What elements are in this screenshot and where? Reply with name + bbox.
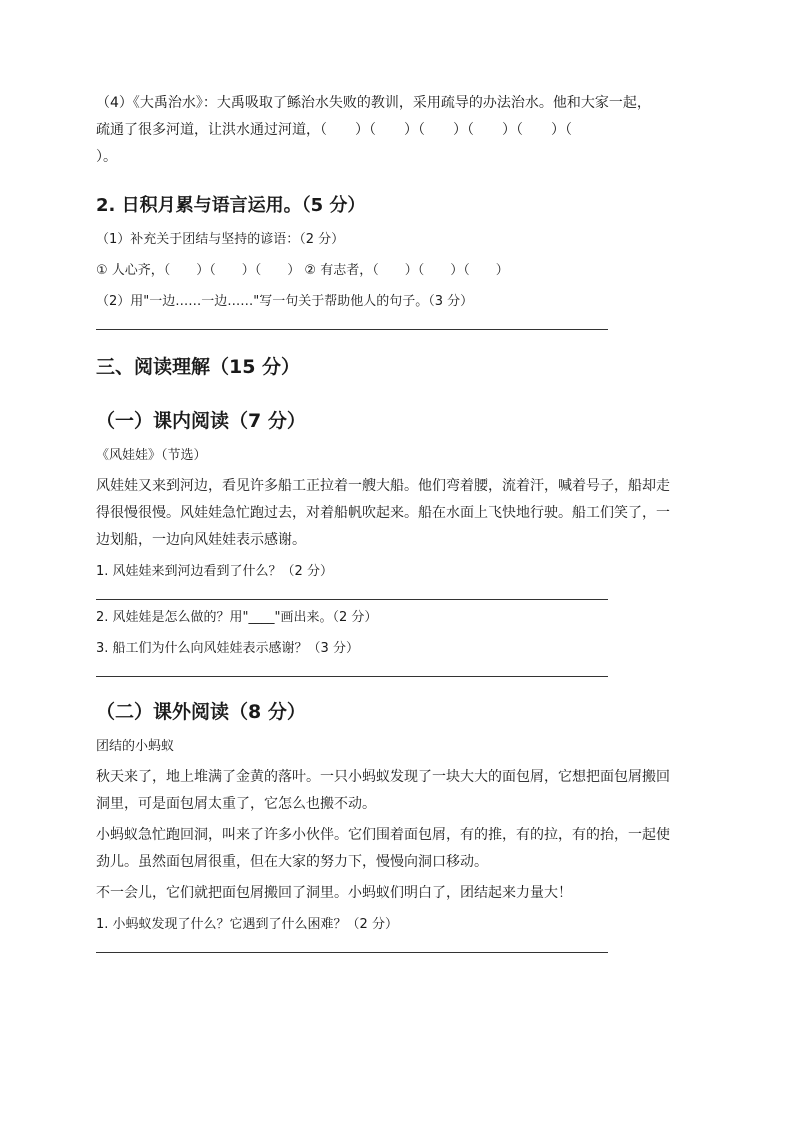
question-2-1-blanks: ① 人心齐，（ ）（ ）（ ） ② 有志者，（ ）（ ）（ ） [96,263,509,278]
passage-line: 边划船，一边向风娃娃表示感谢。 [96,532,306,548]
passage-line: 得很慢很慢。风娃娃急忙跑过去，对着船帆吹起来。船在水面上飞快地行驶。船工们笑了，一 [96,505,670,521]
passage-source: 《风娃娃》（节选） [96,448,207,463]
passage-line: 风娃娃又来到河边，看见许多船工正拉着一艘大船。他们弯着腰，流着汗，喊着号子，船却走 [96,478,670,494]
item4-line2: 疏通了很多河道，让洪水通过河道，（ ）（ ）（ ）（ ）（ ）（ [96,122,572,138]
story-line: 小蚂蚁急忙跑回洞，叫来了许多小伙伴。它们围着面包屑，有的推，有的拉，有的抬，一起使 [96,827,670,843]
item4-line3: ）。 [96,149,117,165]
answer-line[interactable] [96,952,608,953]
story-paragraph-1 [96,764,708,818]
story-paragraph-2 [96,822,708,876]
subsection-2-heading: （二）课外阅读（8 分） [96,701,306,723]
question-2-1: （1）补充关于团结与坚持的谚语：（2 分） [96,232,345,247]
question-2-heading: 2. 日积月累与语言运用。（5 分） [96,195,366,216]
section-3-heading: 三、阅读理解（15 分） [96,356,301,378]
answer-line[interactable] [96,676,608,677]
passage-1 [96,473,708,554]
answer-line[interactable] [96,329,608,330]
reading-1-question-3: 3. 船工们为什么向风娃娃表示感谢？（3 分） [96,641,359,656]
reading-2-question-1: 1. 小蚂蚁发现了什么？它遇到了什么困难？（2 分） [96,917,398,932]
story-line: 秋天来了，地上堆满了金黄的落叶。一只小蚂蚁发现了一块大大的面包屑，它想把面包屑搬回 [96,769,670,785]
question-2-2: （2）用"一边……一边……"写一句关于帮助他人的句子。（3 分） [96,294,474,309]
item4-line1: （4）《大禹治水》：大禹吸取了鲧治水失败的教训，采用疏导的办法治水。他和大家一起， [96,95,651,111]
story-title: 团结的小蚂蚁 [96,739,175,754]
worksheet-page [96,90,708,953]
subsection-1-heading: （一）课内阅读（7 分） [96,410,306,432]
story-line: 劲儿。虽然面包屑很重，但在大家的努力下，慢慢向洞口移动。 [96,854,488,870]
reading-1-question-1: 1. 风娃娃来到河边看到了什么？（2 分） [96,564,333,579]
story-line: 洞里，可是面包屑太重了，它怎么也搬不动。 [96,796,376,812]
answer-line[interactable] [96,599,608,600]
reading-1-question-2: 2. 风娃娃是怎么做的？用"____"画出来。（2 分） [96,610,378,625]
story-paragraph-3: 不一会儿，它们就把面包屑搬回了洞里。小蚂蚁们明白了，团结起来力量大！ [96,885,572,901]
